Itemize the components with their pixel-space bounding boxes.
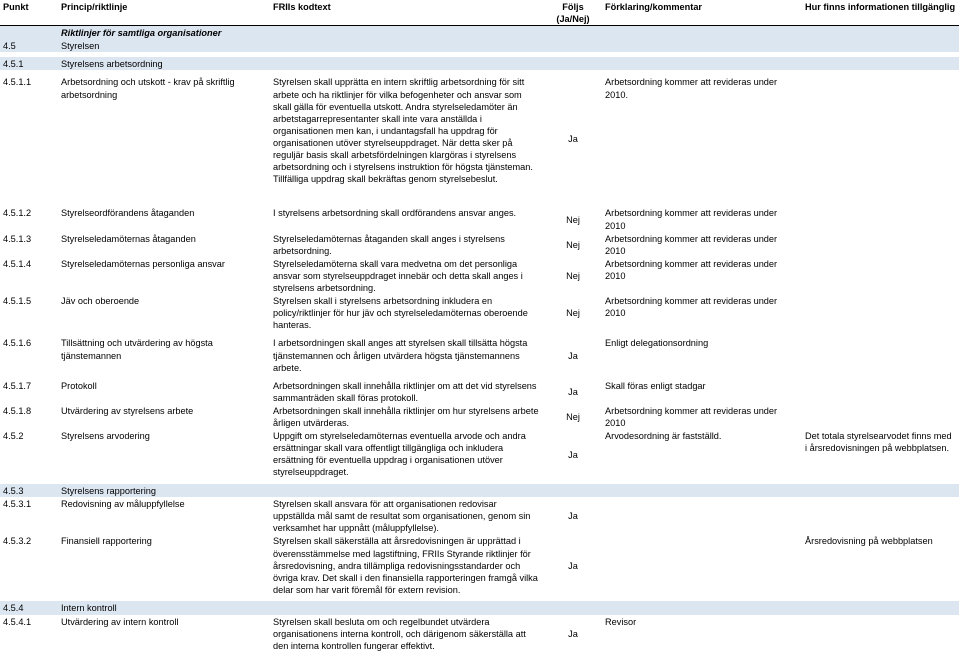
row-comment	[602, 497, 802, 534]
section-number: 4.5.3	[0, 484, 58, 497]
row-comment: Arbetsordning kommer att revideras under 2010.	[605, 77, 778, 100]
row-compliance: Nej	[566, 270, 580, 281]
row-principle: Utvärdering av styrelsens arbete	[61, 405, 194, 416]
row-info	[802, 232, 959, 257]
row-info	[802, 615, 959, 652]
row-comment: Enligt delegationsordning	[605, 338, 709, 349]
row-info	[802, 336, 959, 373]
row-principle: Styrelseledamöternas personliga ansvar	[61, 258, 225, 269]
row-number: 4.5.1.2	[3, 208, 32, 219]
header-kommentar: Förklaring/kommentar	[602, 0, 802, 26]
row-number: 4.5.1.4	[3, 258, 32, 269]
row-code-text: Styrelseledamöternas åtaganden skall anges i styrelsens arbetsordning.	[273, 233, 505, 256]
row-compliance: Nej	[566, 239, 580, 250]
row-number: 4.5.1.7	[3, 380, 32, 391]
row-compliance: Ja	[568, 386, 578, 397]
row-principle: Protokoll	[61, 380, 97, 391]
table-row	[0, 534, 959, 596]
row-code-text: Styrelsen skall besluta om och regelbundet utvärdera organisationens interna kontroll, och därigenom säkerställa att den interna kontrollen fungerar effektivt.	[273, 616, 526, 651]
row-number: 4.5.1.8	[3, 405, 32, 416]
row-compliance: Ja	[568, 350, 578, 361]
row-comment: Arbetsordning kommer att revideras under 2010	[605, 258, 778, 281]
row-comment: Revisor	[605, 616, 637, 627]
section-row	[0, 57, 959, 70]
table-row	[0, 379, 959, 404]
row-code-text: I styrelsens arbetsordning skall ordförandens ansvar anges.	[273, 208, 517, 219]
header-folj: Följs (Ja/Nej)	[544, 0, 602, 26]
row-comment: Arbetsordning kommer att revideras under 2010	[605, 405, 778, 428]
row-comment: Arvodesordning är fastställd.	[605, 431, 722, 442]
row-number: 4.5.1.1	[3, 77, 32, 88]
row-principle: Redovisning av måluppfyllelse	[61, 499, 185, 510]
header-punkt: Punkt	[0, 0, 58, 26]
row-number: 4.5.1.6	[3, 338, 32, 349]
section-title: Styrelsen	[58, 39, 959, 52]
row-compliance: Nej	[566, 308, 580, 319]
row-code-text: Styrelseledamöterna skall vara medvetna om det personliga ansvar som styrelseuppdraget innebär och detta skall anges i styrelsens arbetsordning.	[273, 258, 523, 294]
section-number: 4.5.1	[0, 57, 58, 70]
table-row	[0, 75, 959, 201]
row-compliance: Ja	[568, 628, 578, 639]
row-info: Det totala styrelsearvodet finns med i årsredovisningen på webbplatsen.	[805, 431, 952, 454]
row-comment	[602, 534, 802, 596]
row-code-text: Uppgift om styrelseledamöternas eventuella arvode och andra ersättningar skall vara offentligt tillgängliga och inkludera ersättning för eventuella uppdrag i organisationen utöver styrelseuppdraget.	[273, 431, 526, 478]
row-number: 4.5.1.3	[3, 233, 32, 244]
subheader-title: Riktlinjer för samtliga organisationer	[58, 26, 959, 40]
row-code-text: Arbetsordningen skall innehålla riktlinjer om hur styrelsens arbete årligen utvärderas.	[273, 405, 539, 428]
table-row	[0, 429, 959, 479]
row-principle: Arbetsordning och utskott - krav på skriftlig arbetsordning	[61, 77, 235, 100]
row-code-text: Styrelsen skall ansvara för att organisationen redovisar uppställda mål samt de resultat som organisationen, genom sin verksamhet har uppnått (måluppfyllelse).	[273, 499, 531, 534]
row-info	[802, 379, 959, 404]
section-row	[0, 484, 959, 497]
row-number: 4.5.3.2	[3, 536, 32, 547]
table-row	[0, 232, 959, 257]
row-info	[802, 404, 959, 429]
row-info	[802, 257, 959, 294]
row-compliance: Ja	[568, 560, 578, 571]
row-number: 4.5.1.5	[3, 296, 32, 307]
row-info: Årsredovisning på webbplatsen	[805, 536, 933, 547]
table-row	[0, 497, 959, 534]
table-row	[0, 257, 959, 294]
row-compliance: Ja	[568, 449, 578, 460]
row-comment: Arbetsordning kommer att revideras under 2010	[605, 233, 778, 256]
row-principle: Styrelseledamöternas åtaganden	[61, 233, 196, 244]
row-compliance: Ja	[568, 511, 578, 522]
row-principle: Utvärdering av intern kontroll	[61, 616, 179, 627]
table-row	[0, 336, 959, 373]
row-compliance: Nej	[566, 214, 580, 225]
table-row	[0, 615, 959, 652]
row-comment: Skall föras enligt stadgar	[605, 380, 706, 391]
row-code-text: Styrelsen skall säkerställa att årsredovisningen är upprättad i överensstämmelse med lagstiftning, FRIIs Styrande riktlinjer för årsredovisning, andra tillämpliga redovisningsstandarder och övriga krav. Det skall i den finansiella rapporteringen framgå vilka delar som har varit föremål för extern revision.	[273, 536, 538, 595]
section-number: 4.5.4	[0, 601, 58, 614]
row-principle: Finansiell rapportering	[61, 536, 152, 547]
table-row	[0, 404, 959, 429]
row-code-text: Styrelsen skall i styrelsens arbetsordning inkludera en policy/riktlinjer för hur jäv och styrelseledamöternas oberoende hanteras.	[273, 296, 528, 331]
row-principle: Styrelsens arvodering	[61, 431, 150, 442]
section-title: Styrelsens arbetsordning	[58, 57, 959, 70]
subheader-row	[0, 26, 959, 40]
section-row	[0, 601, 959, 614]
row-principle: Styrelseordförandens åtaganden	[61, 208, 195, 219]
header-text: FRIIs kodtext	[270, 0, 544, 26]
row-compliance: Ja	[568, 133, 578, 144]
header-info: Hur finns informationen tillgänglig	[802, 0, 959, 26]
row-info	[802, 75, 959, 201]
section-row	[0, 39, 959, 52]
row-info	[802, 206, 959, 231]
header-row	[0, 0, 959, 26]
header-princip: Princip/riktlinje	[58, 0, 270, 26]
row-comment: Arbetsordning kommer att revideras under 2010	[605, 296, 778, 319]
row-principle: Tillsättning och utvärdering av högsta tjänstemannen	[61, 338, 213, 361]
row-number: 4.5.2	[3, 431, 24, 442]
row-compliance: Nej	[566, 411, 580, 422]
row-code-text: I arbetsordningen skall anges att styrelsen skall tillsätta högsta tjänstemannen och årligen utvärdera högsta tjänstemannens arbete.	[273, 338, 528, 373]
section-number: 4.5	[0, 39, 58, 52]
table-row	[0, 294, 959, 331]
table-row	[0, 206, 959, 231]
row-code-text: Arbetsordningen skall innehålla riktlinjer om att det vid styrelsens sammanträden skall föras protokoll.	[273, 380, 537, 403]
row-info	[802, 294, 959, 331]
row-number: 4.5.4.1	[3, 616, 32, 627]
row-principle: Jäv och oberoende	[61, 296, 140, 307]
section-title: Intern kontroll	[58, 601, 959, 614]
row-code-text: Styrelsen skall upprätta en intern skriftlig arbetsordning för sitt arbete och ha riktlinjer för vilka befogenheter och ansvar som skall gälla för eventuella utskott. Andra styrelseledamöter än arbetstagarrepresentanter skall inte vara anställda i organisationen men kan, i undantagsfall ha uppdrag för organisationen utöver styrelseuppdraget. När detta sker på reguljär basis skall arbetsfördelningen klargöras i styrelsens arbetsordning och i styrelsens instruktion för högsta tjänsteman. Tillfälliga uppdrag skall bekräftas genom styrelsebeslut.	[273, 77, 533, 185]
row-number: 4.5.3.1	[3, 499, 32, 510]
row-comment: Arbetsordning kommer att revideras under 2010	[605, 208, 778, 231]
section-title: Styrelsens rapportering	[58, 484, 959, 497]
row-info	[802, 497, 959, 534]
